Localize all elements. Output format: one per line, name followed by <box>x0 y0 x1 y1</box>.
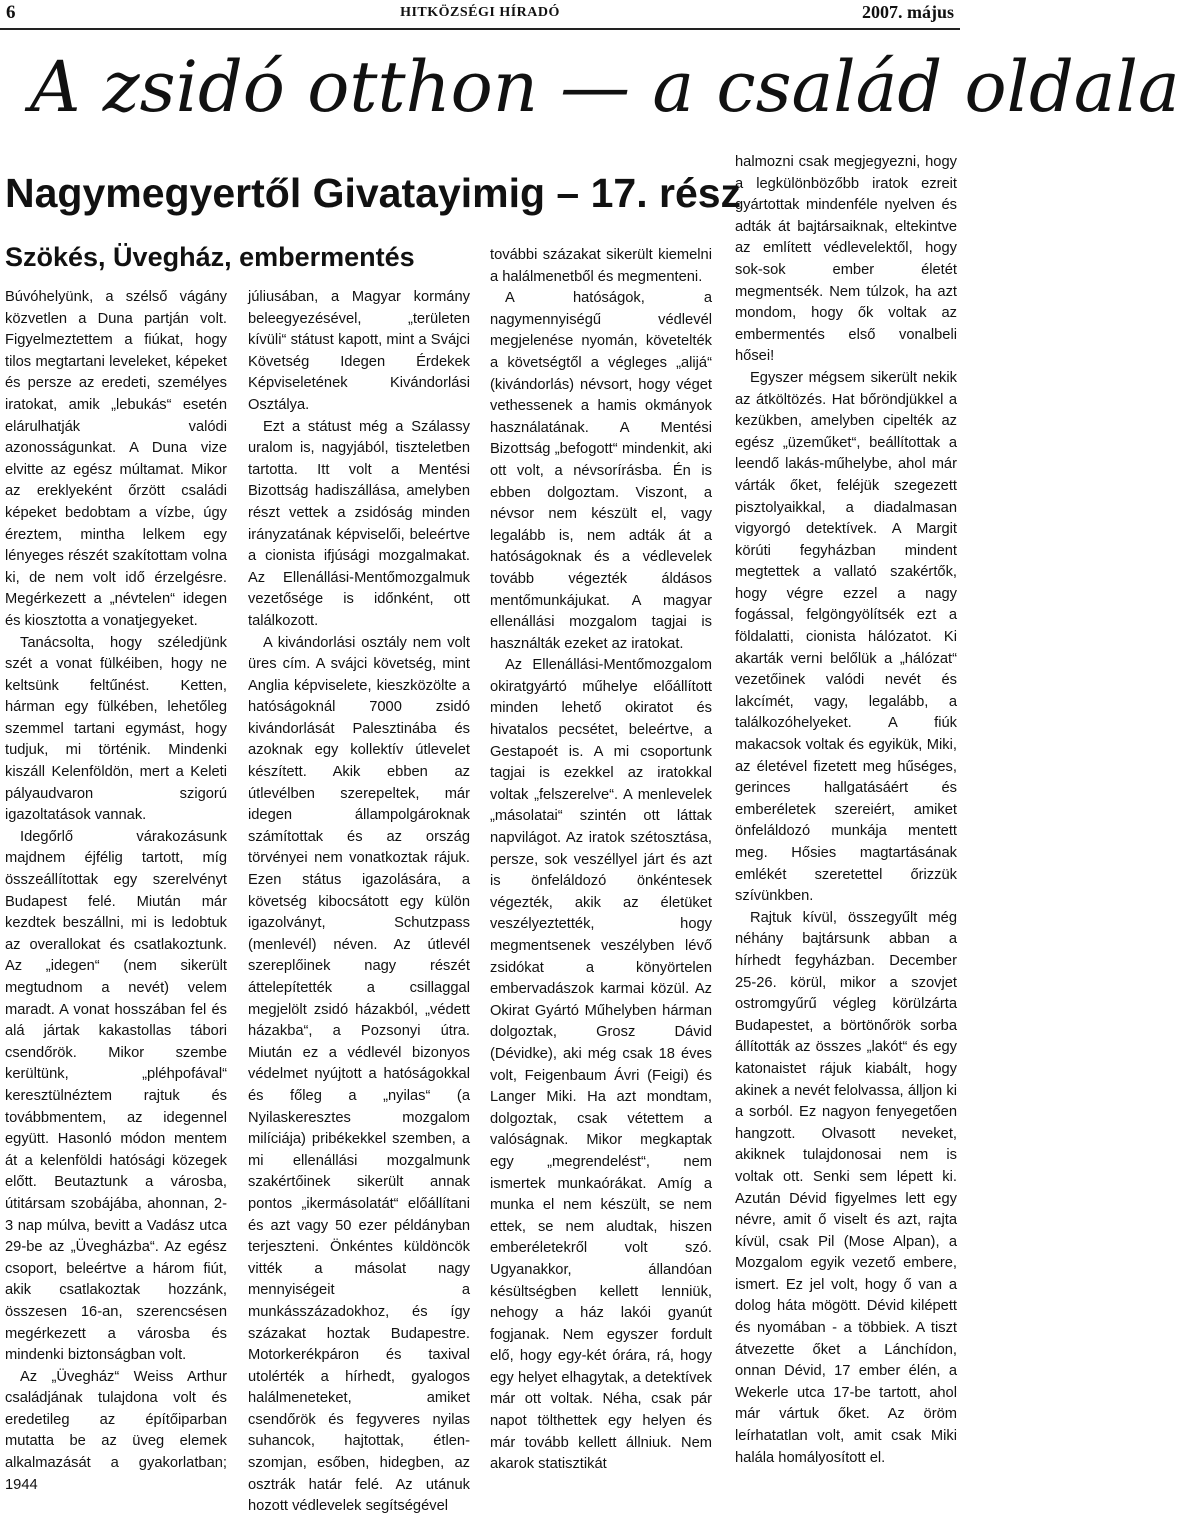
paragraph: Ezt a státust még a Szálassy uralom is, nagyjából, tiszteletben tartotta. Itt volt a Mentési Bizottság hadiszállása, amelyben részt vettek a zsidóság minden irányzatának képviselői, beleértve a cionista ifjúsági mozgalmakat. Az Ellenállási-Mentőmozgalmuk vezetősége is időnként, ott találkozott. <box>248 418 470 629</box>
paragraph: Búvóhelyünk, a szélső vágány közvetlen a Duna partján volt. Figyelmeztettem a fiúkat, hogy tilos megtartani leveleket, képeket és persze az eredeti, személyes iratokat, amik „lebukás“ esetén elárulhatják valódi azonosságunkat. A Duna vize elvitte az egész múltamat. Mikor az ereklyeként őrzött családi képeket bedobtam a vízbe, úgy éreztem, mintha lelkem egy lényeges részét szakítottam volna ki, de nem volt idő érzelgésre. Megérkezett a „névtelen“ idegen és kiosztotta a vonatjegyeket. <box>5 289 227 629</box>
publication-name: HITKÖZSÉGI HÍRADÓ <box>400 5 560 20</box>
paragraph: Az Ellenállási-Mentőmozgalom okiratgyártó műhelye előállított minden lehető okiratot és hivatalos pecsétet, beleértve, a Gestapoét is. A mi csoportunk tagjai is ezekkel az iratokkal voltak „felszerelve“. A menlevelek „másolatai“ szintén ott láttak napvilágot. Az iratok szétosztása, persze, sok veszéllyel járt és azt is önfeláldozó önkéntesek végezték, akik az életüket veszélyeztették, hogy megmentsenek veszélyben lévő zsidókat a könyörtelen embervadászok karmai közül. Az Okirat Gyártó Műhelyben hárman dolgoztak, Grosz Dávid (Dévidke), aki még csak 18 éves volt, Feigenbaum Ávri (Feigi) és Langer Miki. Ha azt mondtam, dolgoztak, csak vétettem a valóságnak. Mikor megkaptak egy „megrendelést“, nem ismertek munkaórákat. Amíg a munka el nem készült, se nem ettek, se nem aludtak, hiszen emberéletekről volt szó. Ugyanakkor, állandóan késültségben kellett lenniük, nehogy a ház lakói gyanút fogjanak. Nem egyszer fordult elő, hogy egy-két órára, rá, hogy egy helyet elhagytak, a detektívek már ott voltak. Néha, csak pár napot tölthettek egy helyen és már tovább kellett állniuk. Nem akarok statisztikát <box>490 657 712 1473</box>
article-subtitle: Szökés, Üvegház, embermentés <box>5 242 415 272</box>
article-title: Nagymegyertől Givatayimig – 17. rész <box>5 170 742 216</box>
issue-date: 2007. május <box>861 2 954 22</box>
paragraph: Rajtuk kívül, összegyűlt még néhány bajtársunk abban a hírhedt fegyházban. December 25-26. körül, mikor a szovjet ostromgyűrű végleg körülzárta Budapestet, a börtönőrök sorba állították az összes „lakót“ és egy katonaistet rájuk kiabált, hogy akinek a nevét felolvassa, álljon ki a sorból. Ez nagyon fenyegetően hangzott. Olvasott neveket, akiknek tulajdonosai nem is voltak ott. Senki sem lépett ki. Azután Dévid figyelmes lett egy névre, amit ő viselt és azt, rajta kívül, csak Pil (Mose Alpan), a Mozgalom egyik vezető embere, ismert. Ez jel volt, hogy ő van a dolog háta mögött. Dévid kilépett és nyomában - a többiek. A tiszt átvezette őket a Lánchídon, onnan Dévid, 17 ember élén, a Wekerle utca 17-be tartott, ahol már vártuk őket. Az öröm leírhatatlan volt, amit csak Miki halála homályosított el. <box>735 909 957 1466</box>
paragraph: Tanácsolta, hogy széledjünk szét a vonat fülkéiben, hogy ne keltsünk feltűnést. Ketten, hárman egy fülkében, lehetőleg szemmel tartani egymást, hogy tudjuk, mi történik. Mindenki kiszáll Kelenföldön, mert a Keleti pályaudvaron szigorú igazoltatások vannak. <box>5 634 227 824</box>
paragraph: Az „Üvegház“ Weiss Arthur családjának tulajdona volt és eredetileg az építőiparban mutatta be az üveg elemek alkalmazását a gyakorlatban; 1944 <box>5 1368 227 1493</box>
paragraph: halmozni csak megjegyezni, hogy a legkülönbözőbb iratok ezreit gyártottak mindenféle nyelven és adták át bajtársaiknak, eltekintve az említett védlevelektől, hogy sok-sok ember életét megmentsék. Nem túlzok, ha azt mondom, hogy ők voltak az embermentés első vonalbeli hősei! <box>735 154 957 365</box>
page-number: 6 <box>6 2 16 23</box>
article-column-3 <box>490 245 712 1473</box>
paragraph: A hatóságok, a nagymennyiségű védlevél megjelenése nyomán, követelték a követségtől a végleges „alijá“ (kivándorlás) névsort, hogy véget vethessenek a hamis okmányok használatának. A Mentési Bizottság „befogott“ mindenkit, aki ott volt, a névsorírásba. Én is ebben dolgoztam. Viszont, a névsor nem készült el, vagy legalább is, nem adták át a hatóságoknak és a védlevelek tovább végezték áldásos mentőmunkájukat. A magyar ellenállási mozgalom tagjai is használták ezeket az iratokat. <box>490 290 712 652</box>
paragraph: Idegőrlő várakozásunk majdnem éjfélig tartott, míg összeállítottak egy szerelvényt Budapest felé. Miután már kezdtek beszállni, mi is ledobtuk az overallokat és csatlakoztunk. Az „idegen“ (nem sikerült megtudnom a nevét) velem maradt. A vonat hosszában fel és alá jártak kakastollas tábori csendőrök. Mikor szembe kerültünk, „pléhpofával“ keresztülnéztem rajtuk és továbbmentem, az idegennel együtt. Hasonló módon mentem át a kelenföldi hatósági közegek előtt. Beutaztunk a városba, útitársam szobájába, ahonnan, 2-3 nap múlva, bevitt a Vadász utca 29-be az „Üvegházba“. Az egész csoport, beleértve a három fiút, akik csatlakoztak hozzánk, összesen 16-an, szerencsésen megérkezett a városba és mindenki biztonságban volt. <box>5 828 227 1364</box>
article-column-1 <box>5 287 227 1493</box>
paragraph: júliusában, a Magyar kormány beleegyezésével, „területen kívüli“ státust kapott, mint a Svájci Követség Idegen Érdekek Képviseletének Kivándorlási Osztálya. <box>248 289 470 413</box>
section-title: A zsidó otthon — a család oldala <box>30 46 1180 128</box>
article-column-4 <box>735 152 957 1466</box>
paragraph: Egyszer mégsem sikerült nekik az átköltözés. Hat bőröndjükkel a kezükben, amelyben cipelték az egész „üzeműket“, beállítottak a leendő lakás-műhelybe, ahol már várták őket, feléjük szegezett pisztolyaikkal, a diadalmasan vigyorgó detektívek. A Margit körúti fegyházban mindent megtettek a vallató szakértők, hogy végre ezzel a nagy fogással, felgöngyölítsék ezt a földalatti, cionista hálózatot. Ki akarták verni belőlük a „hálózat“ vezetőinek valódi nevét és lakcímét, vagy, legalább, a találkozóhelyeket. A fiúk makacsok voltak és egyikük, Miki, az életével fizetett meg hűséges, gerinces hallgatásáért és emberéletek szereiért, amiket önfeláldozó munkája mentett meg. Hősies magtartásának emlékét szeretettel őrizzük szívünkben. <box>735 369 957 905</box>
article-column-2 <box>248 287 470 1515</box>
paragraph: A kivándorlási osztály nem volt üres cím. A svájci követség, mint Anglia képviselete, kieszközölte a hatóságoknál 7000 zsidó kivándorlását Palesztinába és azoknak egy kollektív útlevelet készített. Akik ebben az útlevélben szerepeltek, már idegen állampolgároknak számítottak és az ország törvényei nem vonatkoztak rájuk. Ezen státus igazolására, a követség kibocsátott egy külön igazolványt, Schutzpass (menlevél) néven. Az útlevél szereplőinek nagy részét áttelepítették a csillaggal megjelölt zsidó házakból, „védett házakba“, a Pozsonyi útra. Miután ez a védlevél bizonyos védelmet nyújtott a hatóságokkal és főleg a „nyilas“ (a Nyilaskeresztes mozgalom milíciája) pribékekkel szemben, a mi ellenállási mozgalmunk szakértőinek sikerült annak pontos „ikermásolatát“ előállítani és azt vagy 50 ezer példányban terjeszteni. Önkéntes küldöncök vitték a másolat nagy mennyiségeit a munkásszázadokhoz, és így százakat hoztak Budapestre. Motorkerékpáron és taxival utolérték a hírhedt, gyalogos halálmeneteket, amiket csendőrök és fegyveres nyilas suhancok, hajtottak, étlen- szomjan, esőben, hidegben, az osztrák határ felé. Az utánuk hozott védlevelek segítségével <box>248 634 470 1515</box>
page-header <box>0 0 960 30</box>
paragraph: további százakat sikerült kiemelni a halálmenetből és megmenteni. <box>490 247 712 285</box>
